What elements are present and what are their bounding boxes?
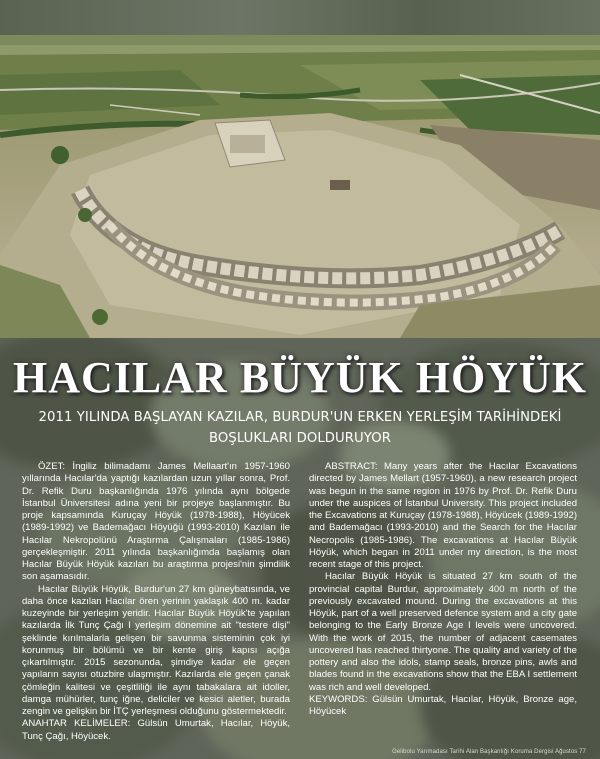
header-band bbox=[0, 0, 600, 35]
english-abstract: ABSTRACT: Many years after the Hacılar Excavations directed by James Mellart (1957-1960), a new research project was begun in the same region in 1976 by Prof. Dr. Refik Duru under the auspices of İstanbul University. This project included the Excavations at Kuruçay (1978-1988), Höyücek (1989-1992) and Bademağacı (1993-2010) and the Search for the Hacılar Necropolis (1985-1986). The excavations at Hacılar Büyük Höyük, which began in 2011 under my direction, is the most recent stage of this project. bbox=[309, 461, 577, 570]
subtitle-line-1: 2011 YILINDA BAŞLAYAN KAZILAR, BURDUR'UN ERKEN YERLEŞİM TARİHİNDEKİ bbox=[38, 410, 562, 425]
aerial-photo-illustration bbox=[0, 35, 600, 338]
turkish-column bbox=[22, 461, 290, 743]
page-title: HACILAR BÜYÜK HÖYÜK bbox=[13, 353, 587, 402]
page-subtitle bbox=[20, 407, 580, 449]
aerial-excavation-photo bbox=[0, 35, 600, 338]
english-keywords: KEYWORDS: Gülsün Umurtak, Hacılar, Höyük, Bronze age, Höyücek bbox=[309, 693, 577, 717]
turkish-keywords: ANAHTAR KELİMELER: Gülsün Umurtak, Hacılar, Höyük, Tunç Çağı, Höyücek. bbox=[22, 718, 290, 742]
turkish-body: Hacılar Büyük Höyük, Burdur'un 27 km güneybatısında, ve daha önce kazılan Hacılar ören yerinin yaklaşık 400 m. kadar kuzeyinde bir yerleşim yeridir. Hacılar Büyük Höyük'te yapılan kazılarda İlk Tunç Çağı I yerleşim dönemine ait "testere dişi" şeklinde kırılmalarla gelişen bir savunma sisteminin çok iyi korunmuş bir bölümü ve bir kente giriş kapısı açığa çıkartılmıştır. 2015 sezonunda, şimdiye kadar ele geçen yapıların sayısı otuzbire ulaşmıştır. Kazılarda ele geçen çanak çömleğin kalitesi ve çeşitliliği ile aynı tabakalara ait idoller, damga mühürler, tunç iğne, deliciler ve kesici aletler, burada zengin ve gelişkin bir İTÇ yerleşmesi olduğunu göstermektedir. bbox=[22, 583, 290, 717]
subtitle-line-2: BOŞLUKLARI DOLDURUYOR bbox=[209, 431, 391, 446]
turkish-abstract: ÖZET: İngiliz bilimadamı James Mellaart'ın 1957-1960 yıllarında Hacılar'da yaptığı kazılardan uzun yıllar sonra, Prof. Dr. Refik Duru başkanlığında 1976 yılında aynı bölgede İstanbul Üniversitesi adına yeni bir projeye başlanmıştır. Bu proje kapsamında Kuruçay Höyük (1978-1988), Höyücek (1989-1992) ve Bademağacı Höyüğü (1993-2010) Kazıları ile Hacılar Nekropolünü Araştırma Çalışmaları (1985-1986) gerçekleşmiştir. 2011 yılında başkanlığımda başlamış olan Hacılar Büyük Höyük kazıları bu araştırma projesi'nin şimdilik son aşamasıdır. bbox=[22, 461, 290, 583]
english-body: Hacılar Büyük Höyük is situated 27 km south of the provincial capital Burdur, approximately 400 m north of the previously excavated mound. During the excavations at this Höyük, part of a well preserved defence system and a city gate belonging to the Early Bronze Age I levels were uncovered. With the work of 2015, the number of adjacent casemates uncovered has reached thirtyone. The quality and variety of the pottery and also the idols, stamp seals, bronze pins, awls and blades found in the excavations show that the EBA I settlement was rich and well developed. bbox=[309, 571, 577, 693]
english-column bbox=[309, 461, 577, 718]
page-footer: Gelibolu Yarımadası Tarihi Alan Başkanlığı Koruma Dergisi Ağustos 77 bbox=[392, 749, 586, 755]
